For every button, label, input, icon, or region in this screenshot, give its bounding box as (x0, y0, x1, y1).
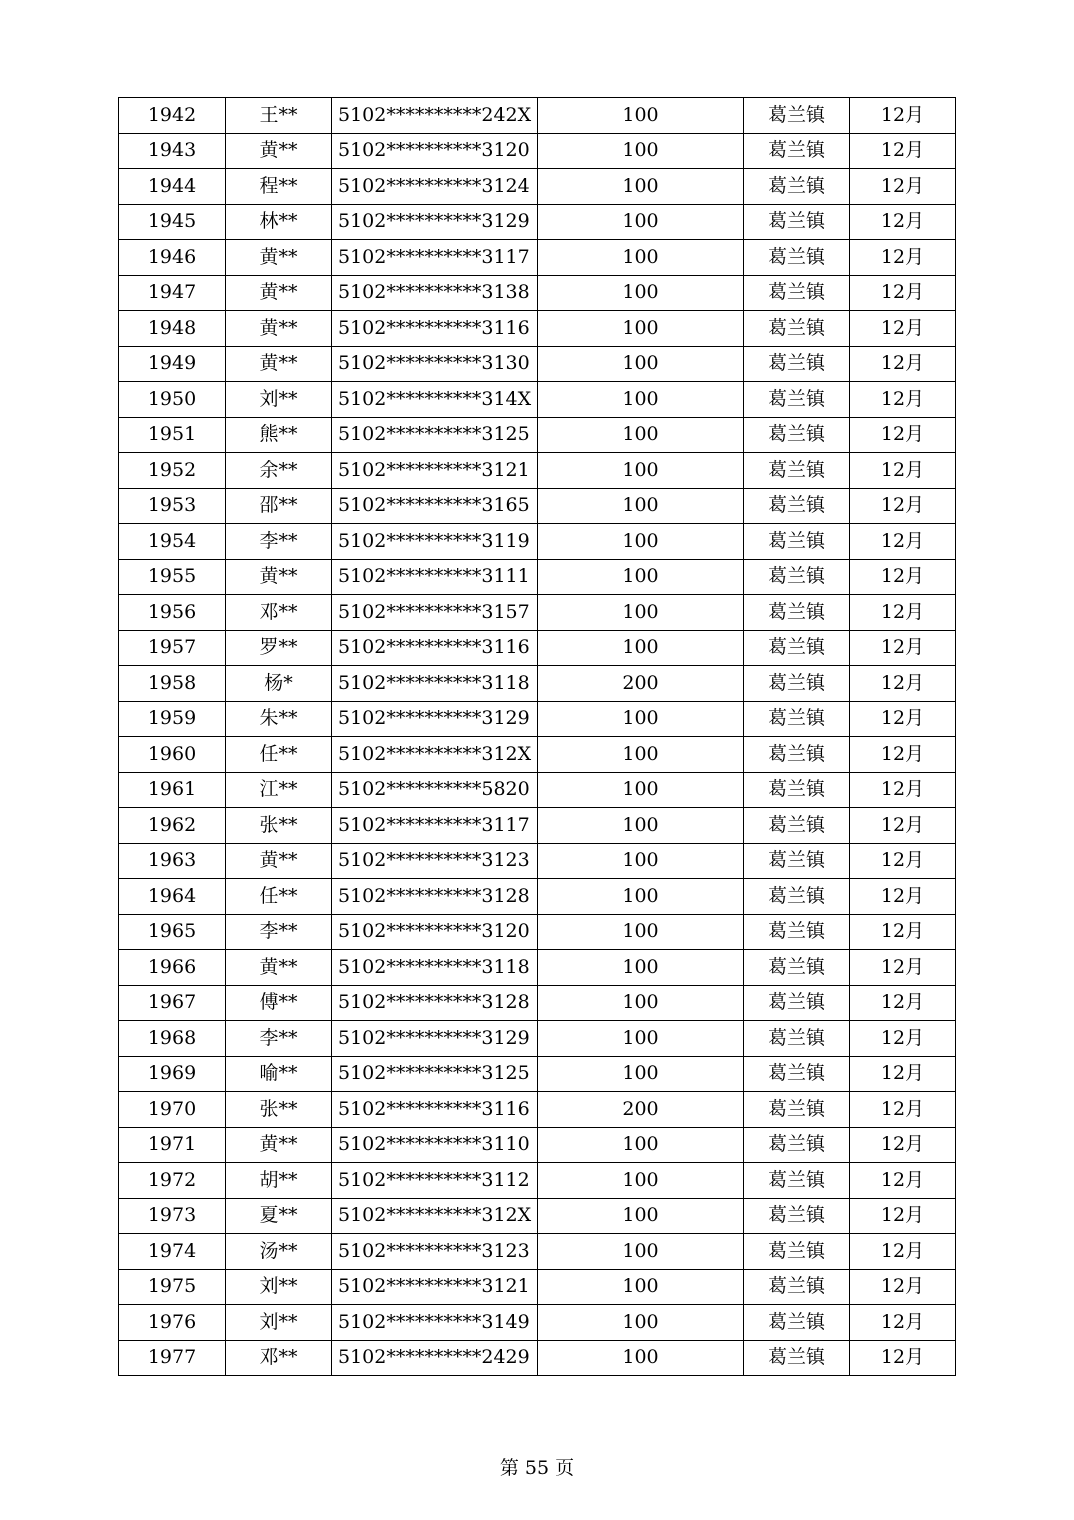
name-cell: 朱** (226, 701, 332, 737)
row-number-cell: 1972 (119, 1163, 226, 1199)
amount-cell: 100 (538, 98, 744, 134)
row-number-cell: 1977 (119, 1340, 226, 1376)
id-number-cell: 5102**********3121 (332, 453, 538, 489)
name-cell: 邓** (226, 595, 332, 631)
id-number-cell: 5102**********3116 (332, 311, 538, 347)
id-number-cell: 5102**********3118 (332, 666, 538, 702)
town-cell: 葛兰镇 (744, 346, 850, 382)
page-number-prefix: 第 (499, 1457, 519, 1479)
row-number-cell: 1947 (119, 275, 226, 311)
table-row (119, 914, 956, 950)
table-row (119, 879, 956, 915)
id-number-cell: 5102**********3120 (332, 133, 538, 169)
amount-cell: 100 (538, 417, 744, 453)
month-cell: 12月 (850, 346, 956, 382)
id-number-cell: 5102**********3128 (332, 879, 538, 915)
page-number: 55 (524, 1457, 550, 1479)
name-cell: 邵** (226, 488, 332, 524)
name-cell: 程** (226, 169, 332, 205)
name-cell: 黄** (226, 240, 332, 276)
town-cell: 葛兰镇 (744, 1234, 850, 1270)
amount-cell: 100 (538, 1198, 744, 1234)
row-number-cell: 1959 (119, 701, 226, 737)
row-number-cell: 1965 (119, 914, 226, 950)
amount-cell: 100 (538, 311, 744, 347)
name-cell: 黄** (226, 843, 332, 879)
table-row (119, 808, 956, 844)
amount-cell: 100 (538, 204, 744, 240)
town-cell: 葛兰镇 (744, 772, 850, 808)
row-number-cell: 1949 (119, 346, 226, 382)
month-cell: 12月 (850, 879, 956, 915)
row-number-cell: 1974 (119, 1234, 226, 1270)
month-cell: 12月 (850, 914, 956, 950)
table-row (119, 1305, 956, 1341)
name-cell: 黄** (226, 559, 332, 595)
id-number-cell: 5102**********3112 (332, 1163, 538, 1199)
month-cell: 12月 (850, 240, 956, 276)
name-cell: 黄** (226, 311, 332, 347)
row-number-cell: 1967 (119, 985, 226, 1021)
amount-cell: 100 (538, 1269, 744, 1305)
id-number-cell: 5102**********3149 (332, 1305, 538, 1341)
amount-cell: 100 (538, 1163, 744, 1199)
row-number-cell: 1971 (119, 1127, 226, 1163)
town-cell: 葛兰镇 (744, 914, 850, 950)
id-number-cell: 5102**********3128 (332, 985, 538, 1021)
table-row (119, 630, 956, 666)
name-cell: 黄** (226, 1127, 332, 1163)
table-row (119, 843, 956, 879)
name-cell: 杨* (226, 666, 332, 702)
town-cell: 葛兰镇 (744, 737, 850, 773)
id-number-cell: 5102**********3118 (332, 950, 538, 986)
name-cell: 黄** (226, 346, 332, 382)
amount-cell: 200 (538, 666, 744, 702)
town-cell: 葛兰镇 (744, 879, 850, 915)
row-number-cell: 1961 (119, 772, 226, 808)
table-row (119, 1021, 956, 1057)
amount-cell: 100 (538, 346, 744, 382)
amount-cell: 100 (538, 488, 744, 524)
row-number-cell: 1943 (119, 133, 226, 169)
town-cell: 葛兰镇 (744, 985, 850, 1021)
town-cell: 葛兰镇 (744, 595, 850, 631)
month-cell: 12月 (850, 950, 956, 986)
page-footer (0, 1456, 1074, 1480)
amount-cell: 100 (538, 595, 744, 631)
id-number-cell: 5102**********5820 (332, 772, 538, 808)
amount-cell: 200 (538, 1092, 744, 1128)
id-number-cell: 5102**********3157 (332, 595, 538, 631)
table-row (119, 1234, 956, 1270)
id-number-cell: 5102**********3110 (332, 1127, 538, 1163)
name-cell: 熊** (226, 417, 332, 453)
town-cell: 葛兰镇 (744, 417, 850, 453)
month-cell: 12月 (850, 737, 956, 773)
name-cell: 喻** (226, 1056, 332, 1092)
row-number-cell: 1964 (119, 879, 226, 915)
amount-cell: 100 (538, 985, 744, 1021)
town-cell: 葛兰镇 (744, 666, 850, 702)
table-row (119, 1056, 956, 1092)
name-cell: 汤** (226, 1234, 332, 1270)
amount-cell: 100 (538, 737, 744, 773)
amount-cell: 100 (538, 1021, 744, 1057)
month-cell: 12月 (850, 1163, 956, 1199)
name-cell: 李** (226, 1021, 332, 1057)
month-cell: 12月 (850, 275, 956, 311)
month-cell: 12月 (850, 417, 956, 453)
name-cell: 刘** (226, 1269, 332, 1305)
id-number-cell: 5102**********3117 (332, 240, 538, 276)
table-row (119, 275, 956, 311)
month-cell: 12月 (850, 1234, 956, 1270)
row-number-cell: 1962 (119, 808, 226, 844)
id-number-cell: 5102**********3120 (332, 914, 538, 950)
row-number-cell: 1966 (119, 950, 226, 986)
month-cell: 12月 (850, 1127, 956, 1163)
month-cell: 12月 (850, 1305, 956, 1341)
table-row (119, 488, 956, 524)
row-number-cell: 1960 (119, 737, 226, 773)
town-cell: 葛兰镇 (744, 311, 850, 347)
row-number-cell: 1970 (119, 1092, 226, 1128)
name-cell: 胡** (226, 1163, 332, 1199)
month-cell: 12月 (850, 524, 956, 560)
name-cell: 余** (226, 453, 332, 489)
town-cell: 葛兰镇 (744, 630, 850, 666)
table-row (119, 382, 956, 418)
row-number-cell: 1950 (119, 382, 226, 418)
id-number-cell: 5102**********3130 (332, 346, 538, 382)
row-number-cell: 1955 (119, 559, 226, 595)
row-number-cell: 1948 (119, 311, 226, 347)
name-cell: 黄** (226, 950, 332, 986)
row-number-cell: 1944 (119, 169, 226, 205)
amount-cell: 100 (538, 1234, 744, 1270)
month-cell: 12月 (850, 204, 956, 240)
id-number-cell: 5102**********3123 (332, 1234, 538, 1270)
town-cell: 葛兰镇 (744, 1269, 850, 1305)
month-cell: 12月 (850, 133, 956, 169)
amount-cell: 100 (538, 701, 744, 737)
table-row (119, 950, 956, 986)
table-row (119, 985, 956, 1021)
amount-cell: 100 (538, 630, 744, 666)
town-cell: 葛兰镇 (744, 1127, 850, 1163)
id-number-cell: 5102**********3121 (332, 1269, 538, 1305)
table-row (119, 559, 956, 595)
table-row (119, 1163, 956, 1199)
amount-cell: 100 (538, 133, 744, 169)
name-cell: 王** (226, 98, 332, 134)
id-number-cell: 5102**********314X (332, 382, 538, 418)
amount-cell: 100 (538, 240, 744, 276)
name-cell: 李** (226, 914, 332, 950)
town-cell: 葛兰镇 (744, 559, 850, 595)
row-number-cell: 1953 (119, 488, 226, 524)
town-cell: 葛兰镇 (744, 950, 850, 986)
id-number-cell: 5102**********312X (332, 1198, 538, 1234)
table-row (119, 98, 956, 134)
amount-cell: 100 (538, 1305, 744, 1341)
month-cell: 12月 (850, 701, 956, 737)
name-cell: 任** (226, 879, 332, 915)
month-cell: 12月 (850, 666, 956, 702)
table-row (119, 524, 956, 560)
amount-cell: 100 (538, 772, 744, 808)
town-cell: 葛兰镇 (744, 204, 850, 240)
table-row (119, 1269, 956, 1305)
town-cell: 葛兰镇 (744, 169, 850, 205)
name-cell: 黄** (226, 275, 332, 311)
row-number-cell: 1976 (119, 1305, 226, 1341)
id-number-cell: 5102**********242X (332, 98, 538, 134)
row-number-cell: 1957 (119, 630, 226, 666)
amount-cell: 100 (538, 1056, 744, 1092)
table-row (119, 666, 956, 702)
month-cell: 12月 (850, 98, 956, 134)
town-cell: 葛兰镇 (744, 1163, 850, 1199)
month-cell: 12月 (850, 169, 956, 205)
table-row (119, 346, 956, 382)
town-cell: 葛兰镇 (744, 1340, 850, 1376)
name-cell: 刘** (226, 382, 332, 418)
row-number-cell: 1968 (119, 1021, 226, 1057)
table-row (119, 1092, 956, 1128)
id-number-cell: 5102**********3129 (332, 701, 538, 737)
town-cell: 葛兰镇 (744, 488, 850, 524)
table-row (119, 701, 956, 737)
id-number-cell: 5102**********3165 (332, 488, 538, 524)
row-number-cell: 1973 (119, 1198, 226, 1234)
town-cell: 葛兰镇 (744, 240, 850, 276)
table-row (119, 595, 956, 631)
town-cell: 葛兰镇 (744, 1092, 850, 1128)
amount-cell: 100 (538, 453, 744, 489)
month-cell: 12月 (850, 843, 956, 879)
amount-cell: 100 (538, 1340, 744, 1376)
table-row (119, 1198, 956, 1234)
town-cell: 葛兰镇 (744, 275, 850, 311)
id-number-cell: 5102**********3117 (332, 808, 538, 844)
month-cell: 12月 (850, 1021, 956, 1057)
id-number-cell: 5102**********3125 (332, 1056, 538, 1092)
month-cell: 12月 (850, 382, 956, 418)
page-number-suffix: 页 (555, 1457, 575, 1479)
id-number-cell: 5102**********3129 (332, 204, 538, 240)
town-cell: 葛兰镇 (744, 808, 850, 844)
id-number-cell: 5102**********3129 (332, 1021, 538, 1057)
name-cell: 李** (226, 524, 332, 560)
town-cell: 葛兰镇 (744, 701, 850, 737)
town-cell: 葛兰镇 (744, 98, 850, 134)
row-number-cell: 1951 (119, 417, 226, 453)
amount-cell: 100 (538, 559, 744, 595)
id-number-cell: 5102**********3119 (332, 524, 538, 560)
id-number-cell: 5102**********3123 (332, 843, 538, 879)
table-row (119, 311, 956, 347)
roster-table-body (119, 98, 956, 1376)
row-number-cell: 1952 (119, 453, 226, 489)
id-number-cell: 5102**********3138 (332, 275, 538, 311)
month-cell: 12月 (850, 1269, 956, 1305)
town-cell: 葛兰镇 (744, 133, 850, 169)
id-number-cell: 5102**********3116 (332, 1092, 538, 1128)
row-number-cell: 1942 (119, 98, 226, 134)
amount-cell: 100 (538, 879, 744, 915)
amount-cell: 100 (538, 524, 744, 560)
row-number-cell: 1956 (119, 595, 226, 631)
name-cell: 任** (226, 737, 332, 773)
amount-cell: 100 (538, 950, 744, 986)
table-row (119, 240, 956, 276)
month-cell: 12月 (850, 808, 956, 844)
table-row (119, 204, 956, 240)
amount-cell: 100 (538, 914, 744, 950)
month-cell: 12月 (850, 1092, 956, 1128)
name-cell: 傅** (226, 985, 332, 1021)
id-number-cell: 5102**********2429 (332, 1340, 538, 1376)
month-cell: 12月 (850, 1056, 956, 1092)
amount-cell: 100 (538, 169, 744, 205)
amount-cell: 100 (538, 382, 744, 418)
month-cell: 12月 (850, 453, 956, 489)
amount-cell: 100 (538, 275, 744, 311)
id-number-cell: 5102**********312X (332, 737, 538, 773)
table-row (119, 1127, 956, 1163)
town-cell: 葛兰镇 (744, 843, 850, 879)
name-cell: 张** (226, 1092, 332, 1128)
table-row (119, 133, 956, 169)
month-cell: 12月 (850, 985, 956, 1021)
month-cell: 12月 (850, 311, 956, 347)
table-row (119, 417, 956, 453)
month-cell: 12月 (850, 1198, 956, 1234)
month-cell: 12月 (850, 1340, 956, 1376)
month-cell: 12月 (850, 630, 956, 666)
id-number-cell: 5102**********3125 (332, 417, 538, 453)
id-number-cell: 5102**********3116 (332, 630, 538, 666)
town-cell: 葛兰镇 (744, 524, 850, 560)
town-cell: 葛兰镇 (744, 382, 850, 418)
name-cell: 黄** (226, 133, 332, 169)
town-cell: 葛兰镇 (744, 1021, 850, 1057)
name-cell: 江** (226, 772, 332, 808)
name-cell: 罗** (226, 630, 332, 666)
amount-cell: 100 (538, 843, 744, 879)
name-cell: 刘** (226, 1305, 332, 1341)
table-row (119, 1340, 956, 1376)
town-cell: 葛兰镇 (744, 1056, 850, 1092)
month-cell: 12月 (850, 772, 956, 808)
row-number-cell: 1969 (119, 1056, 226, 1092)
town-cell: 葛兰镇 (744, 1198, 850, 1234)
row-number-cell: 1954 (119, 524, 226, 560)
table-row (119, 453, 956, 489)
row-number-cell: 1958 (119, 666, 226, 702)
table-row (119, 772, 956, 808)
row-number-cell: 1963 (119, 843, 226, 879)
name-cell: 林** (226, 204, 332, 240)
row-number-cell: 1946 (119, 240, 226, 276)
town-cell: 葛兰镇 (744, 453, 850, 489)
name-cell: 夏** (226, 1198, 332, 1234)
row-number-cell: 1945 (119, 204, 226, 240)
month-cell: 12月 (850, 559, 956, 595)
row-number-cell: 1975 (119, 1269, 226, 1305)
town-cell: 葛兰镇 (744, 1305, 850, 1341)
name-cell: 张** (226, 808, 332, 844)
month-cell: 12月 (850, 488, 956, 524)
name-cell: 邓** (226, 1340, 332, 1376)
id-number-cell: 5102**********3111 (332, 559, 538, 595)
table-row (119, 169, 956, 205)
id-number-cell: 5102**********3124 (332, 169, 538, 205)
table-row (119, 737, 956, 773)
subsidy-roster-table (118, 97, 956, 1376)
amount-cell: 100 (538, 1127, 744, 1163)
amount-cell: 100 (538, 808, 744, 844)
month-cell: 12月 (850, 595, 956, 631)
